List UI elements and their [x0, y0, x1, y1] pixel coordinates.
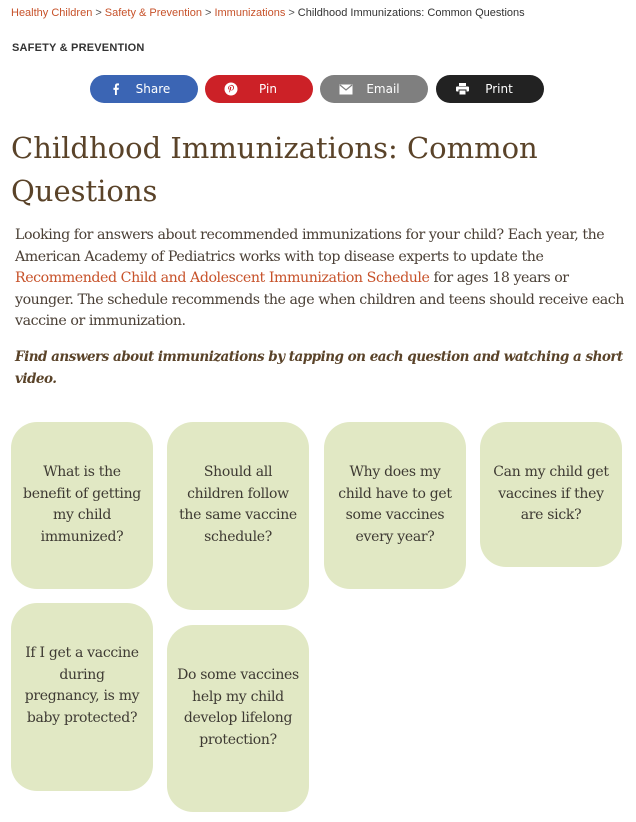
question-card[interactable] — [167, 625, 309, 812]
intro-text-1: Looking for answers about recommended immunizations for your child? Each year, the American Academy of Pediatrics works with top disease experts to update the — [15, 227, 605, 265]
breadcrumb-safety-prevention[interactable]: Safety & Prevention — [104, 7, 202, 19]
breadcrumb-separator: > — [288, 7, 295, 19]
share-label: Share — [135, 82, 171, 96]
page-title: Childhood Immunizations: Common Questions — [11, 131, 538, 208]
breadcrumb-healthy-children[interactable]: Healthy Children — [11, 7, 93, 19]
question-card[interactable] — [480, 422, 622, 567]
question-card[interactable] — [324, 422, 466, 589]
question-card[interactable] — [11, 422, 153, 589]
breadcrumb-separator: > — [95, 7, 102, 19]
intro-paragraph — [15, 225, 625, 333]
breadcrumb — [11, 7, 525, 19]
immunization-schedule-link[interactable]: Recommended Child and Adolescent Immunization Schedule — [15, 270, 430, 286]
question-text: Do some vaccines help my child develop lifelong protection? — [177, 667, 299, 748]
breadcrumb-separator: > — [205, 7, 212, 19]
question-text: Should all children follow the same vaccine schedule? — [179, 464, 297, 545]
breadcrumb-immunizations[interactable]: Immunizations — [214, 7, 286, 19]
question-card[interactable] — [167, 422, 309, 610]
email-share-button[interactable] — [320, 75, 428, 103]
pinterest-pin-button[interactable] — [205, 75, 313, 103]
question-text: Why does my child have to get some vaccines every year? — [338, 464, 452, 545]
question-text: Can my child get vaccines if they are sick? — [493, 464, 609, 523]
intro-text-2: for ages 18 years or younger. The schedule recommends the age when children and teens should receive each vaccine or immunization. — [15, 270, 624, 329]
print-button[interactable] — [436, 75, 544, 103]
email-label: Email — [366, 82, 400, 96]
share-bar — [0, 75, 636, 103]
print-label: Print — [485, 82, 513, 96]
breadcrumb-current: Childhood Immunizations: Common Questions — [297, 7, 525, 19]
pin-label: Pin — [259, 82, 277, 96]
instructions-text: Find answers about immunizations by tapping on each question and watching a short video. — [15, 349, 623, 387]
question-card[interactable] — [11, 603, 153, 791]
question-text: If I get a vaccine during pregnancy, is my baby protected? — [24, 645, 140, 726]
facebook-share-button[interactable] — [90, 75, 198, 103]
section-label: SAFETY & PREVENTION — [12, 42, 145, 54]
question-text: What is the benefit of getting my child immunized? — [23, 464, 141, 545]
